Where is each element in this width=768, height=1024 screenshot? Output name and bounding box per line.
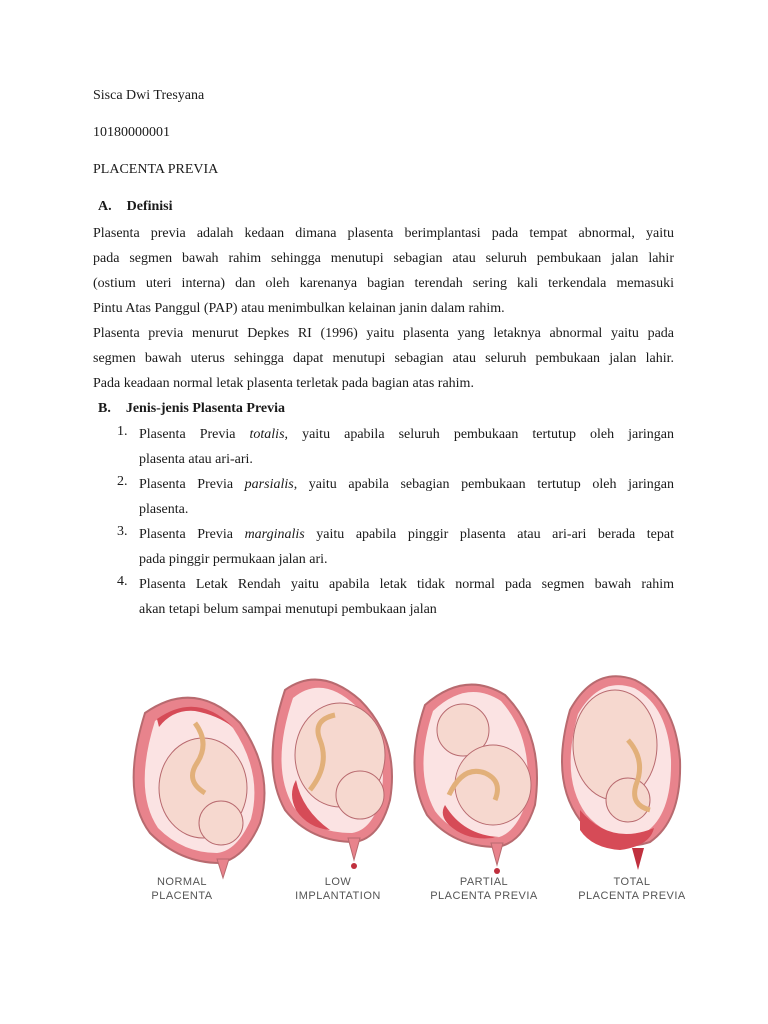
section-a-label: A. xyxy=(98,199,112,214)
definition-p2-line1: Plasenta previa menurut Depkes RI (1996) yaitu plasenta yang letaknya abnormal yaitu pada xyxy=(93,326,674,341)
caption-normal-line2: PLACENTA xyxy=(151,890,213,902)
caption-low-line2: IMPLANTATION xyxy=(295,890,381,902)
student-id: 10180000001 xyxy=(93,125,170,140)
list-item xyxy=(139,572,674,622)
list-item-3-line2: pada pinggir permukaan jalan ari. xyxy=(139,552,328,567)
list-item xyxy=(139,422,674,472)
list-item-1-number: 1. xyxy=(117,424,128,439)
low-implantation-illustration xyxy=(273,680,393,869)
section-a-heading xyxy=(98,199,173,215)
section-b-title: Jenis-jenis Plasenta Previa xyxy=(125,401,286,416)
caption-partial-line2: PLACENTA PREVIA xyxy=(430,890,538,902)
caption-low-line1: LOW xyxy=(324,876,352,888)
list-item-3-line1: Plasenta Previa marginalis yaitu apabila pinggir plasenta atau ari-ari berada tepat xyxy=(139,527,674,542)
list-item-2-number: 2. xyxy=(117,474,128,489)
definition-p1-line1: Plasenta previa adalah kedaan dimana plasenta berimplantasi pada tempat abnormal, yaitu xyxy=(93,226,674,241)
section-b-label: B. xyxy=(98,401,111,416)
normal-placenta-illustration xyxy=(134,698,265,878)
list-item-2-line2: plasenta. xyxy=(139,502,189,517)
caption-partial-line1: PARTIAL xyxy=(459,876,509,888)
author-name: Sisca Dwi Tresyana xyxy=(93,88,205,103)
list-item-1-line1: Plasenta Previa totalis, yaitu apabila seluruh pembukaan tertutup oleh jaringan xyxy=(139,427,674,442)
section-a-title: Definisi xyxy=(126,199,173,214)
caption-normal-line1: NORMAL xyxy=(156,876,208,888)
caption-total-line2: PLACENTA PREVIA xyxy=(578,890,686,902)
list-item-4-line1: Plasenta Letak Rendah yaitu apabila letak tidak normal pada segmen bawah rahim xyxy=(139,577,674,592)
list-item-3-number: 3. xyxy=(117,524,128,539)
list-item-2-line1: Plasenta Previa parsialis, yaitu apabila sebagian pembukaan tertutup oleh jaringan xyxy=(139,477,674,492)
list-item-1-line2: plasenta atau ari-ari. xyxy=(139,452,253,467)
document-title: PLACENTA PREVIA xyxy=(93,162,219,177)
placenta-figure xyxy=(100,665,700,915)
definition-p2-line2: segmen bawah uterus sehingga dapat menutupi sebagian atau seluruh pembukaan jalan lahir. xyxy=(93,351,674,366)
list-item xyxy=(139,472,674,522)
definition-p2-line3: Pada keadaan normal letak plasenta terletak pada bagian atas rahim. xyxy=(93,376,474,391)
definition-p1-line2: pada segmen bawah rahim sehingga menutupi sebagian atau seluruh pembukaan jalan lahir xyxy=(93,251,674,266)
partial-placenta-previa-illustration xyxy=(414,685,537,874)
definition-p1-line4: Pintu Atas Panggul (PAP) atau menimbulkan kelainan janin dalam rahim. xyxy=(93,301,505,316)
definition-p1-line3: (ostium uteri interna) dan oleh karenanya bagian terendah sering kali terkendala memasuki xyxy=(93,276,674,291)
list-item-4-line2: akan tetapi belum sampai menutupi pembukaan jalan xyxy=(139,602,437,617)
caption-total-line1: TOTAL xyxy=(613,876,651,888)
total-placenta-previa-illustration xyxy=(562,676,680,870)
section-b-heading xyxy=(98,401,285,417)
list-item-4-number: 4. xyxy=(117,574,128,589)
list-item xyxy=(139,522,674,572)
